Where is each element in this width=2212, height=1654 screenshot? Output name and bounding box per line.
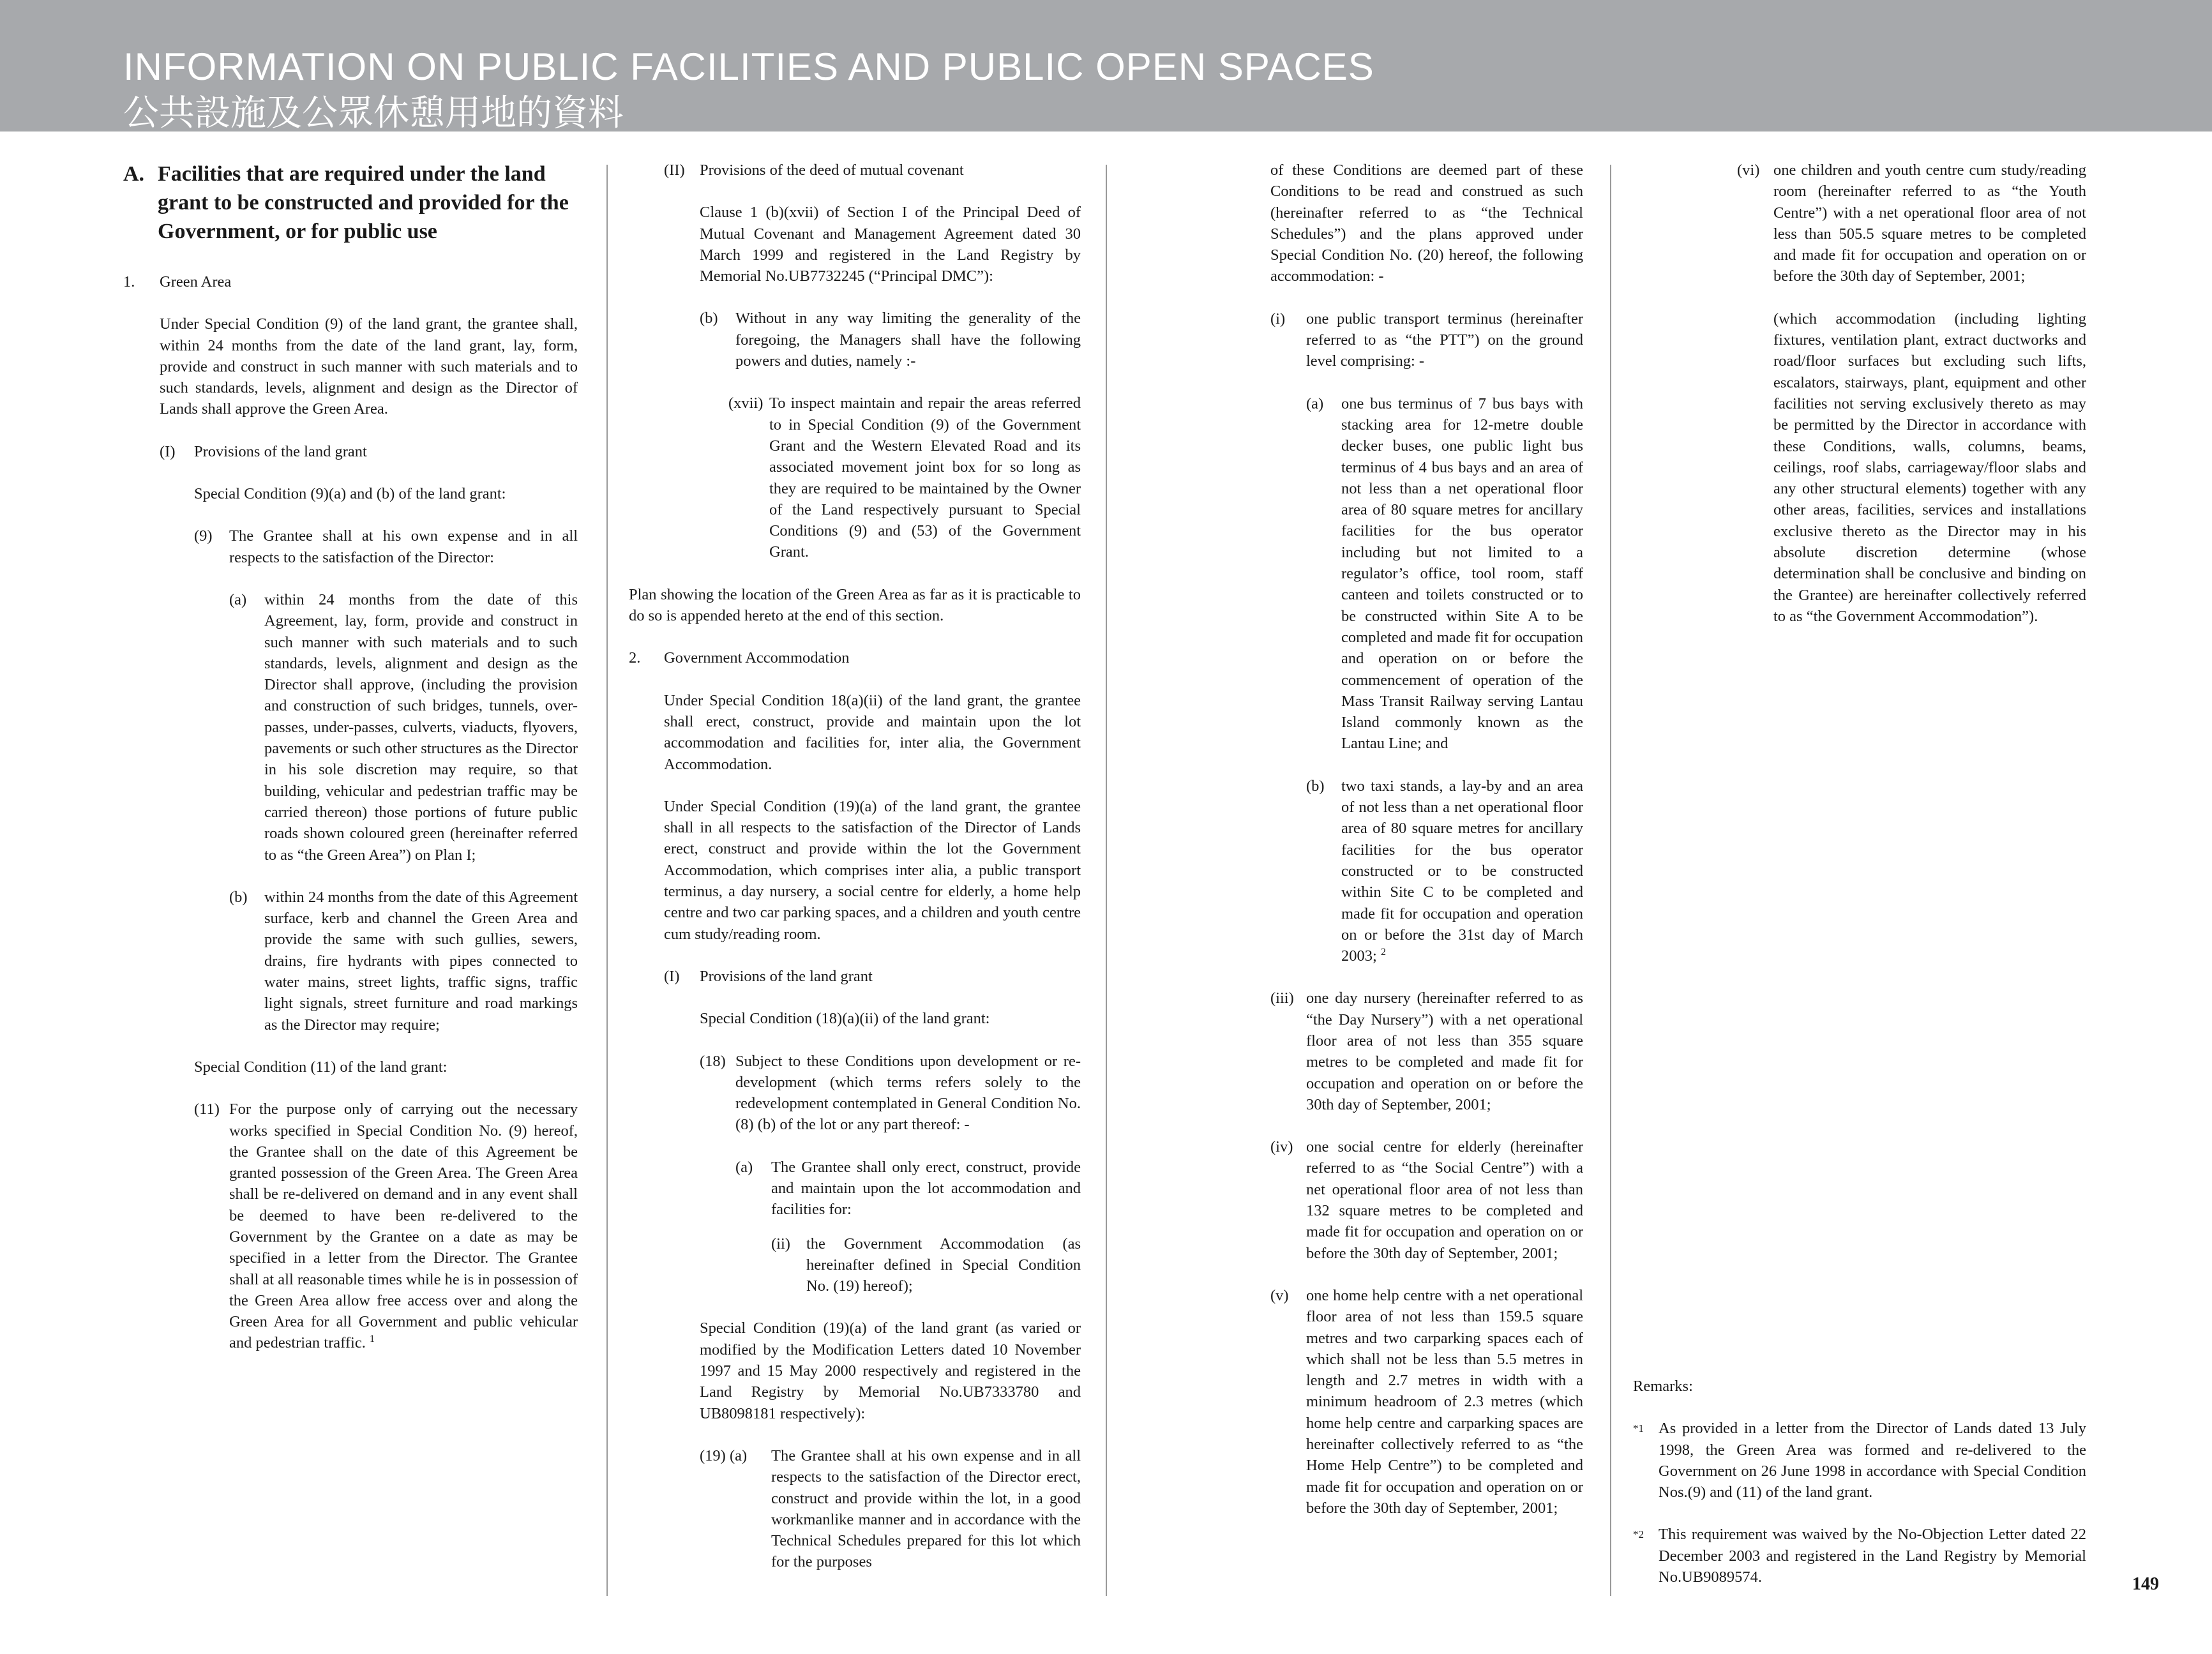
item-iii-text: one day nursery (hereinafter referred to as “the Day Nursery”) with a net operational floor area of not less than 355 square metres to be completed and made fit for occupation and operation on or before the 30th day of September, 2001; [1306,989,1583,1113]
item-i-a-label: (a) [1306,395,1324,412]
item-i-b-text: two taxi stands, a lay-by and an area of not less than a net operational floor area of 80 square metres for ancillary facilities for the bus operator constructed or to be constructed within Site C to be completed and made fit for occupation and operation on or before the 31st day of March 2003; [1341,777,1583,965]
dmc-item-xvii [728,393,1081,562]
item-vi [1737,160,2086,287]
plan-paragraph: Plan showing the location of the Green Area as far as it is practicable to do so is appended hereto at the end of this section. [629,585,1081,625]
condition-18a-text: The Grantee shall only erect, construct, provide and maintain upon the lot accommodation and facilities for: [771,1158,1081,1219]
item-i-text: one public transport terminus (hereinafter referred to as “the PTT”) on the ground level comprising: - [1306,310,1583,370]
section-2-label: 2. [629,649,641,667]
remark-1-label: *1 [1633,1422,1644,1435]
item-v-text: one home help centre with a net operational floor area of not less than 159.5 square metres and two carparking spaces each of which shall not be less than 5.5 metres in length and 2.7 metres in width with a minimum headroom of 2.3 metres (which home help centre and carparking spaces are hereinafter collectively referred to as “the Home Help Centre”) to be completed and made fit for occupation and operation on or before the 30th day of September, 2001; [1306,1286,1583,1517]
condition-19a-text: The Grantee shall at his own expense and in all respects to the satisfaction of the Director erect, construct and provide within the lot, in a good workmanlike manner and in accordance with the Technical Schedules prepared for this lot which for the purposes [771,1447,1081,1571]
section-2-paragraph-2: Under Special Condition (19)(a) of the land grant, the grantee shall in all respects to the satisfaction of the Director of Lands erect, construct and provide within the lot the Government Accommodation, which comprises inter alia, a public transport terminus, a day nursery, a social centre for elderly, a home help centre and two car parking spaces, and a children and youth centre cum study/reading room. [664,797,1081,943]
page-number: 149 [2132,1574,2159,1594]
condition-18a-ii-text: the Government Accommodation (as hereinafter defined in Special Condition No. (19) hereof); [806,1235,1081,1295]
remark-2-label: *2 [1633,1528,1644,1541]
special-condition-18-title: Special Condition (18)(a)(ii) of the land grant: [700,1010,990,1028]
dmc-item-b-text: Without in any way limiting the generality of the foregoing, the Managers shall have the following powers and duties, namely :- [735,310,1081,370]
condition-9-label: (9) [194,527,213,545]
condition-18a-ii-label: (ii) [771,1235,790,1252]
condition-9b [229,887,578,1035]
dmc-heading [664,160,1081,181]
item-i-b-body [1341,776,1583,967]
column-divider-1 [606,165,608,1596]
item-iv-text: one social centre for elderly (hereinafter referred to as “the Social Centre”) with a net operational floor area of not less than 132 square metres to be completed and made fit for occupation and operation on or before the 30th day of September, 2001; [1306,1138,1583,1262]
condition-19-continued: of these Conditions are deemed part of these Conditions to be read and construed as such (hereinafter referred to as “the Technical Schedules”) and the plans approved under Special Condition No. (20) hereof, the following accommodation: - [1270,162,1583,285]
item-i-a [1306,393,1583,755]
item-i [1270,308,1583,372]
condition-9a-text: within 24 months from the date of this Agreement, lay, form, provide and construct in such manner with such materials and to such standards, levels, alignment and design as the Director shall approve, (including the provision and construction of such bridges, tunnels, over-passes, under-passes, culverts, viaducts, flyovers, pavements or such other structures as the Director in his sole discretion may require, so that building, vehicular and pedestrian traffic may be carried thereon) those portions of future public roads shown coloured green (hereinafter referred to as “the Green Area”) on Plan I; [264,590,578,864]
condition-18-text: Subject to these Conditions upon development or re-development (which terms refers solely to the redevelopment contemplated in General Condition No. (8) (b) of the lot or any part thereof: - [735,1052,1081,1134]
item-i-b-label: (b) [1306,777,1325,795]
provisions-title-2: Provisions of the land grant [700,967,873,985]
remark-2-text: This requirement was waived by the No-Objection Letter dated 22 December 2003 and registered in the Land Registry by Memorial No.UB9089574. [1659,1526,2086,1586]
item-iv-label: (iv) [1270,1138,1293,1156]
section-1-label: 1. [123,273,135,290]
condition-9a [229,589,578,866]
provisions-label-2: (I) [664,967,680,985]
section-a-heading [123,160,578,246]
item-i-label: (i) [1270,310,1286,327]
column-divider-2 [1106,165,1107,1596]
remark-1 [1633,1418,2086,1503]
provisions-heading-2 [664,966,1081,987]
section-1-heading [123,271,578,292]
dmc-item-xvii-label: (xvii) [728,395,764,412]
remark-1-text: As provided in a letter from the Director of Lands dated 13 July 1998, the Green Area was formed and re-delivered to the Government on 26 June 1998 in accordance with Special Condition Nos.(9) and (11) of the land grant. [1659,1420,2086,1501]
section-a-label: A. [123,162,145,186]
condition-11 [194,1099,578,1354]
page-title-zh: 公共設施及公眾休憩用地的資料 [123,93,624,134]
footnote-ref-2: 2 [1380,946,1386,958]
condition-19a [700,1445,1081,1573]
provisions-title: Provisions of the land grant [194,442,367,460]
condition-11-body [229,1099,578,1354]
remark-2 [1633,1524,2086,1588]
section-a-title: Facilities that are required under the land grant to be constructed and provided for the Government, or for public use [158,162,569,243]
remarks-block [1633,1376,2086,1596]
dmc-clause-paragraph: Clause 1 (b)(xvii) of Section I of the Principal Deed of Mutual Covenant and Management Agreement dated 30 March 1999 and registered in the Land Registry by Memorial No.UB7732245 (“Principal DMC”): [700,204,1081,285]
condition-18-label: (18) [700,1052,726,1070]
item-vi-block [1737,160,2086,627]
provisions-label: (I) [160,442,176,460]
condition-18a [735,1157,1081,1221]
condition-9b-label: (b) [229,888,248,906]
dmc-title: Provisions of the deed of mutual covenant [700,162,964,179]
column-3 [1270,160,1583,1596]
column-2 [629,160,1081,1596]
footnote-ref-1: 1 [369,1334,375,1345]
item-vi-which: (which accommodation (including lighting fixtures, ventilation plant, extract ductworks and road/floor surfaces but excluding such lifts, escalators, stairways, plant, equipment and other facilities not serving exclusively thereto as may be permitted by the Director in accordance with these Conditions, walls, columns, beams, ceilings, roof slabs, carriageway/floor slabs and any other structural elements) together with any other areas, facilities, services and installations exclusive thereto as the Director may in his absolute discretion determine (whose determination shall be conclusive and binding on the Grantee) are hereinafter collectively referred to as “the Government Accommodation”). [1773,310,2086,625]
dmc-item-xvii-text: To inspect maintain and repair the areas referred to in Special Condition (9) of the Government Grant and the Western Elevated Road and its associated movement joint box for so long as they are required to be maintained by the Owner of the Land respectively pursuant to Special Conditions (9) and (53) of the Government Grant. [769,395,1081,561]
provisions-heading [160,441,578,462]
condition-19a-label: (19) (a) [700,1447,748,1464]
item-iii-label: (iii) [1270,989,1294,1007]
condition-9-text: The Grantee shall at his own expense and in all respects to the satisfaction of the Director: [229,527,578,566]
condition-18 [700,1051,1081,1136]
item-v-label: (v) [1270,1286,1289,1304]
condition-18a-ii [771,1233,1081,1297]
special-condition-9-title: Special Condition (9)(a) and (b) of the land grant: [194,485,506,503]
condition-11-label: (11) [194,1101,220,1118]
remarks-title: Remarks: [1633,1378,1693,1395]
section-1-paragraph: Under Special Condition (9) of the land grant, the grantee shall, within 24 months from the date of the land grant, lay, form, provide and construct in such manner with such materials and to such standards, levels, alignment and design as the Director of Lands shall approve the Green Area. [160,315,578,418]
column-divider-3 [1610,165,1611,1596]
header-banner [0,0,2212,132]
section-2-paragraph-1: Under Special Condition 18(a)(ii) of the land grant, the grantee shall erect, construct, provide and maintain upon the lot accommodation and facilities for, inter alia, the Government Accommodation. [664,691,1081,773]
item-vi-label: (vi) [1737,162,1760,179]
special-condition-11-title: Special Condition (11) of the land grant: [194,1058,448,1076]
item-iii [1270,988,1583,1115]
item-vi-text: one children and youth centre cum study/reading room (hereinafter referred to as “the Youth Centre”) with a net operational floor area of not less than 505.5 square metres to be completed and made fit for occupation and operation on or before the 30th day of September, 2001; [1773,162,2086,285]
item-i-a-text: one bus terminus of 7 bus bays with stacking area for 12-metre double decker buses, one public light bus terminus of 4 bus bays and an area of not less than a net operational floor area of 80 square metres for ancillary facilities for the bus operator including but not limited to a regulator’s office, tool room, staff canteen and toilets constructed or to be constructed within Site A to be completed and made fit for occupation and operation on or before the commencement of operation of the Mass Transit Railway serving Lantau Island commonly known as the Lantau Line; and [1341,395,1583,753]
dmc-item-b-label: (b) [700,310,718,327]
item-iv [1270,1136,1583,1264]
column-1 [123,160,578,1596]
dmc-item-b [700,308,1081,372]
section-1-title: Green Area [160,273,232,290]
condition-18a-label: (a) [735,1158,753,1176]
condition-9 [194,525,578,568]
item-v [1270,1285,1583,1519]
special-condition-19-paragraph: Special Condition (19)(a) of the land grant (as varied or modified by the Modification Letters dated 10 November 1997 and 15 May 2000 respectively and registered in the Land Registry by Memorial No.UB7333780 and UB8098181 respectively): [700,1319,1081,1422]
condition-11-text: For the purpose only of carrying out the necessary works specified in Special Condition No. (9) hereof, the Grantee shall on the date of this Agreement be granted possession of the Green Area. The Green Area shall be re-delivered on demand and in any event shall be deemed to have been re-delivered to the Government by the Grantee on a date as may be specified in a letter from the Director. The Grantee shall at all reasonable times while he is in possession of the Green Area allow free access over and along the Green Area for all Government and public vehicular and pedestrian traffic. [229,1101,578,1352]
section-2-title: Government Accommodation [664,649,850,667]
condition-9a-label: (a) [229,590,247,608]
column-4 [1633,160,2086,1596]
dmc-label: (II) [664,162,685,179]
item-i-b [1306,776,1583,967]
page-title-en: INFORMATION ON PUBLIC FACILITIES AND PUBLIC OPEN SPACES [123,45,1374,88]
condition-9b-text: within 24 months from the date of this Agreement surface, kerb and channel the Green Area and provide the same with such gullies, sewers, drains, fire hydrants with pipes connected to water mains, street lights, traffic signs, traffic light signals, street furniture and road markings as the Director may require; [264,888,578,1034]
section-2-heading [629,647,1081,668]
